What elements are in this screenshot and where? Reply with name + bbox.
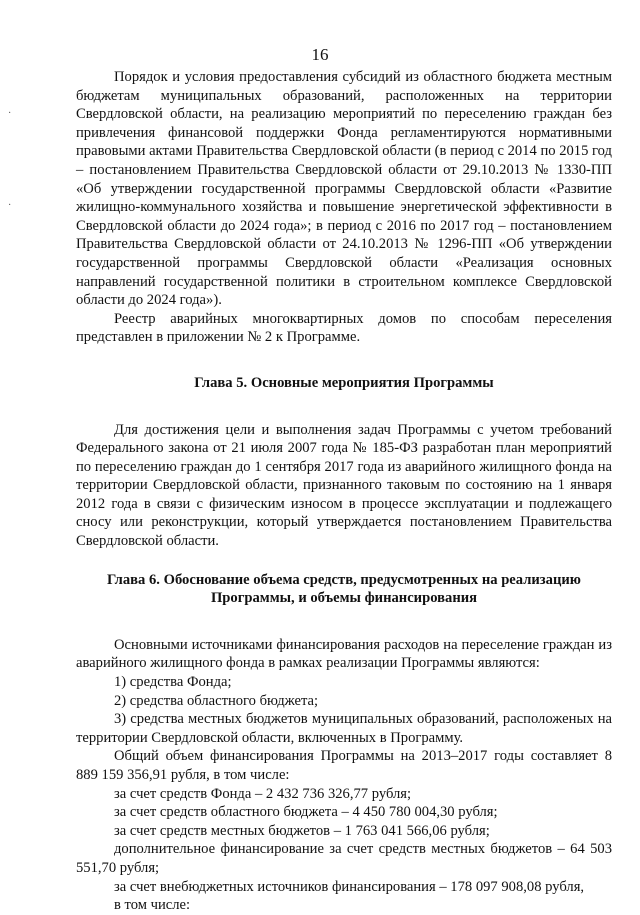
funding-breakdown-item: за счет средств местных бюджетов – 1 763 041 566,06 рубля; [114, 822, 490, 839]
including-label: в том числе: [114, 897, 191, 914]
paragraph-registry: Реестр аварийных многоквартирных домов по способам переселения представлен в приложении № 2 к Программе. [76, 310, 612, 346]
funding-source-item: 2) средства областного бюджета; [114, 692, 319, 709]
funding-source-item: 1) средства Фонда; [114, 674, 232, 691]
document-body [76, 68, 612, 915]
funding-breakdown-item: за счет средств Фонда – 2 432 736 326,77 рубля; [114, 785, 412, 802]
scan-mark: · [8, 200, 12, 211]
chapter-6-heading-line1: Глава 6. Обоснование объема средств, предусмотренных на реализацию [107, 571, 581, 588]
chapter-6-intro: Основными источниками финансирования расходов на переселение граждан из аварийного жилищного фонда в рамках реализации Программы являются: [76, 636, 612, 672]
chapter-5-text: Для достижения цели и выполнения задач Программы с учетом требований Федерального закона от 21 июля 2007 года № 185-ФЗ разработан план мероприятий по переселению граждан до 1 сентября 2017 года из аварийного жилищного фонда на территории Свердловской области, признанного таковым по состоянию на 1 января 2012 года в связи с физическим износом в процессе эксплуатации и подлежащего сносу или реконструкции, который утверждается постановлением Правительства Свердловской области. [76, 421, 612, 550]
funding-breakdown-item: за счет средств областного бюджета – 4 450 780 004,30 рубля; [114, 804, 498, 821]
page-number: 16 [311, 45, 329, 64]
extrabudgetary-funding: за счет внебюджетных источников финансирования – 178 097 908,08 рубля, [114, 878, 585, 895]
paragraph-subsidies: Порядок и условия предоставления субсидий из областного бюджета местным бюджетам муниципальных образований, расположенных на территории Свердловской области, на реализацию мероприятий по переселению граждан без привлечения финансовой поддержки Фонда регламентируются нормативными правовыми актами Правительства Свердловской области (в период с 2014 по 2015 год – постановлением Правительства Свердловской области от 29.10.2013 № 1330-ПП «Об утверждении государственной программы Свердловской области «Развитие жилищно-коммунального хозяйства и повышение энергетической эффективности в Свердловской области до 2024 года»; в период с 2016 по 2017 год – постановлением Правительства Свердловской области от 24.10.2013 № 1296-ПП «Об утверждении государственной программы Свердловской области «Реализация основных направлений государственной политики в строительном комплексе Свердловской области до 2024 года»). [76, 69, 612, 309]
total-funding: Общий объем финансирования Программы на 2013–2017 годы составляет 8 889 159 356,91 рубля, в том числе: [76, 748, 612, 783]
chapter-5-heading: Глава 5. Основные мероприятия Программы [194, 374, 494, 391]
chapter-6-heading-line2: Программы, и объемы финансирования [210, 590, 478, 607]
scan-mark: · [8, 108, 12, 119]
additional-funding: дополнительное финансирование за счет средств местных бюджетов – 64 503 551,70 рубля; [76, 841, 612, 876]
chapter-6-heading [76, 571, 612, 608]
funding-source-item: 3) средства местных бюджетов муниципальных образований, расположеных на территории Свердловской области, включенных в Программу. [76, 711, 612, 746]
